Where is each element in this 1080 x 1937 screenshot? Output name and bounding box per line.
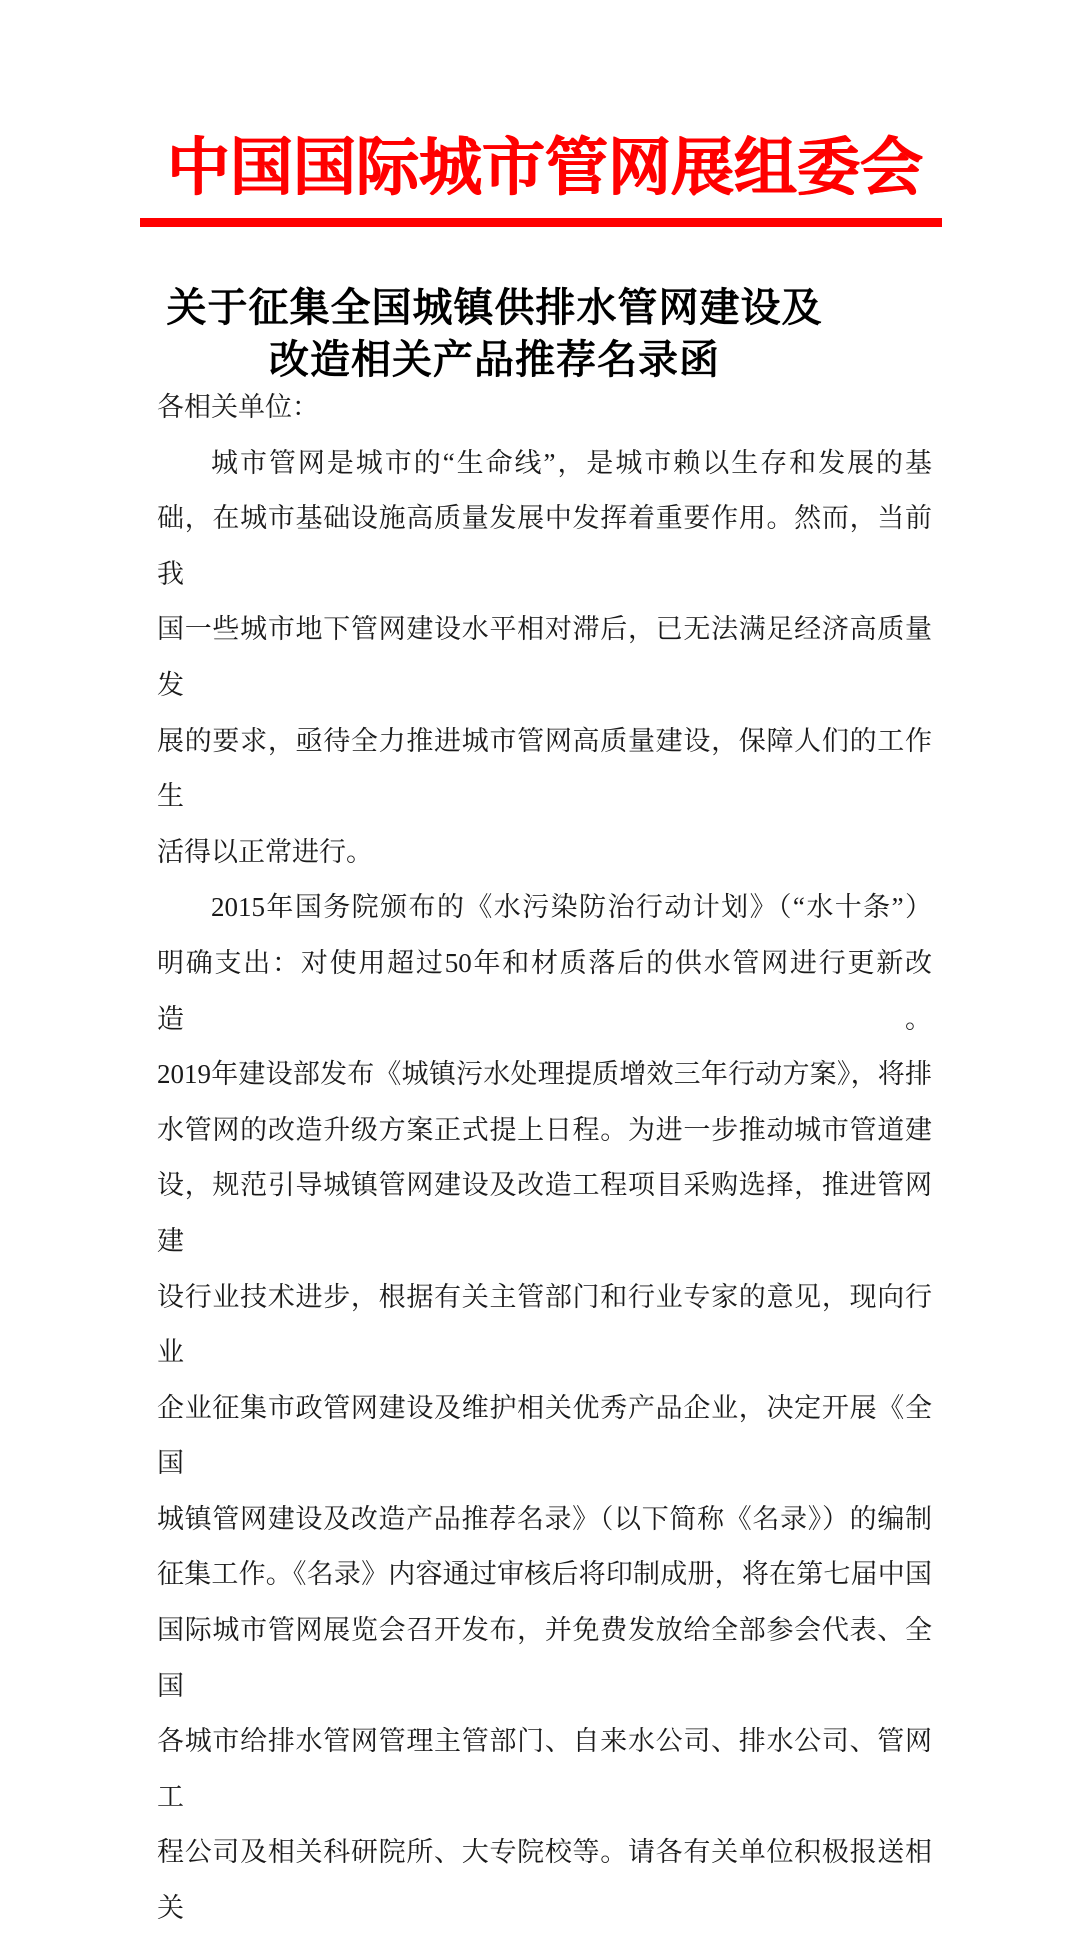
paragraph-2-line-10: 国际城市管网展览会召开发布，并免费发放给全部参会代表、全国 — [157, 1615, 932, 1701]
paragraph-2-line-4: 水管网的改造升级方案正式提上日程。为进一步推动城市管道建 — [157, 1114, 932, 1145]
paragraph-2-line-6: 设行业技术进步，根据有关主管部门和行业专家的意见，现向行业 — [157, 1281, 932, 1368]
paragraph-2-line-5: 设，规范引导城镇管网建设及改造工程项目采购选择，推进管网建 — [157, 1170, 932, 1256]
paragraph-1-line-3: 国一些城市地下管网建设水平相对滞后，已无法满足经济高质量发 — [157, 614, 932, 700]
paragraph-2-line-3: 2019年建设部发布《城镇污水处理提质增效三年行动方案》，将排 — [157, 1059, 932, 1090]
paragraph-2-line-7: 企业征集市政管网建设及维护相关优秀产品企业，决定开展《全国 — [157, 1392, 932, 1479]
paragraph-1-line-2: 础，在城市基础设施高质量发展中发挥着重要作用。然而，当前我 — [157, 503, 932, 589]
document-title-line-2: 改造相关产品推荐名录函 — [269, 337, 720, 382]
paragraph-2-line-8: 城镇管网建设及改造产品推荐名录》（以下简称《名录》）的编制 — [157, 1503, 932, 1534]
paragraph-1-line-4: 展的要求，亟待全力推进城市管网高质量建设，保障人们的工作生 — [157, 725, 932, 812]
paragraph-2-line-11: 各城市给排水管网管理主管部门、自来水公司、排水公司、管网工 — [157, 1726, 932, 1812]
salutation: 各相关单位： — [157, 392, 319, 422]
paragraph-2-line-9: 征集工作。《名录》内容通过审核后将印制成册，将在第七届中国 — [157, 1559, 932, 1590]
paragraph-1-line-1: 城市管网是城市的“生命线”，是城市赖以生存和发展的基 — [211, 447, 932, 478]
document-title — [157, 282, 932, 386]
paragraph-2-line-12: 程公司及相关科研院所、大专院校等。请各有关单位积极报送相关 — [157, 1837, 932, 1924]
paragraph-1-line-5: 活得以正常进行。 — [157, 836, 373, 867]
header-divider — [140, 218, 942, 227]
org-header-title: 中国国际城市管网展组委会 — [166, 133, 923, 203]
document-title-line-1: 关于征集全国城镇供排水管网建设及 — [166, 285, 823, 330]
document-body — [157, 380, 932, 1937]
paragraph-2-line-2: 明确支出：对使用超过50年和材质落后的供水管网进行更新改造。 — [157, 947, 932, 1034]
paragraph-2-line-1: 2015年国务院颁布的《水污染防治行动计划》（“水十条”） — [211, 892, 932, 923]
